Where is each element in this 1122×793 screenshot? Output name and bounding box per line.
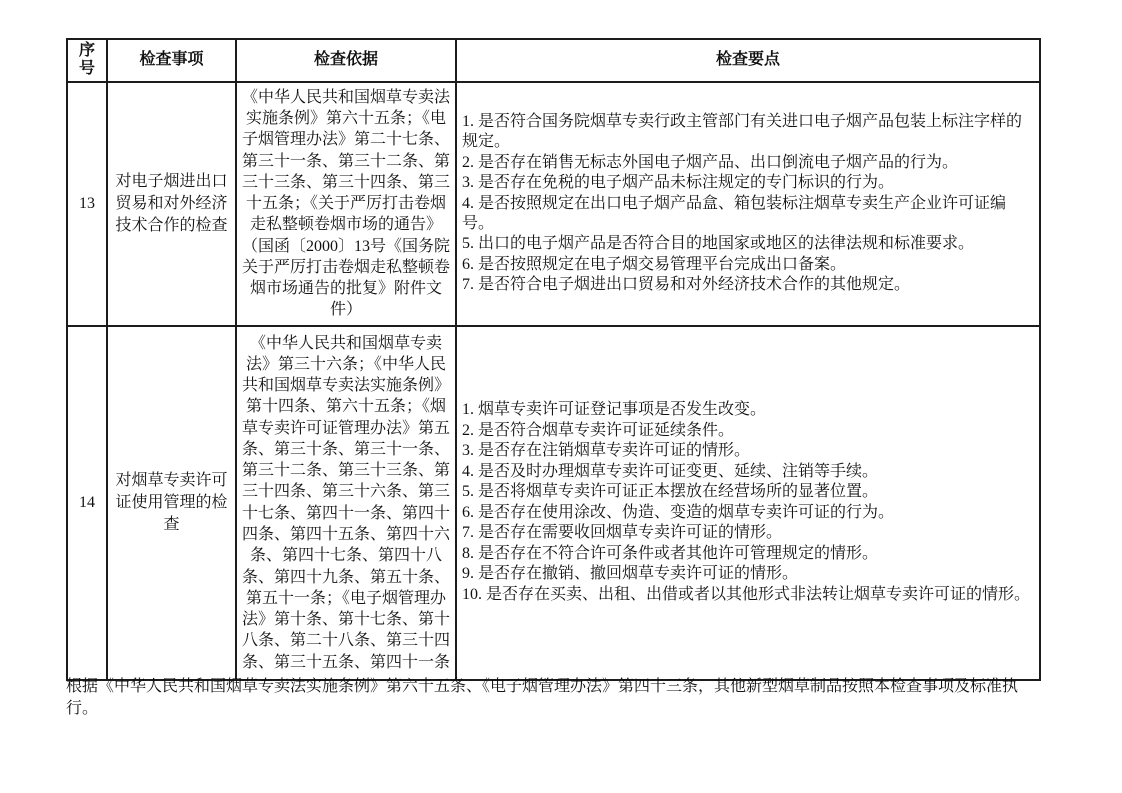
check-point-line: 5. 是否将烟草专卖许可证正本摆放在经营场所的显著位置。 — [462, 483, 879, 501]
inspection-item: 对烟草专卖许可证使用管理的检查 — [107, 326, 236, 680]
col-header-basis: 检查依据 — [236, 39, 456, 82]
check-point-line: 3. 是否存在注销烟草专卖许可证的情形。 — [462, 442, 751, 460]
check-point-line: 3. 是否存在免税的电子烟产品未标注规定的专门标识的行为。 — [462, 174, 895, 192]
check-point-line: 2. 是否符合烟草专卖许可证延续条件。 — [462, 421, 735, 439]
check-point-line: 9. 是否存在撤销、撤回烟草专卖许可证的情形。 — [462, 565, 799, 583]
table-row — [67, 82, 1040, 326]
footnote: 根据《中华人民共和国烟草专卖法实施条例》第六十五条、《电子烟管理办法》第四十三条，其他新型烟草制品按照本检查事项及标准执行。 — [66, 678, 1019, 718]
table-header-row — [67, 39, 1040, 82]
row-number: 14 — [67, 326, 107, 680]
col-header-no: 序号 — [67, 39, 107, 82]
check-point-line: 10. 是否存在买卖、出租、出借或者以其他形式非法转让烟草专卖许可证的情形。 — [462, 585, 1031, 603]
check-point-line: 4. 是否按照规定在出口电子烟产品盒、箱包装标注烟草专卖生产企业许可证编号。 — [462, 194, 1007, 232]
check-point-line: 2. 是否存在销售无标志外国电子烟产品、出口倒流电子烟产品的行为。 — [462, 153, 959, 171]
check-point-line: 6. 是否存在使用涂改、伪造、变造的烟草专卖许可证的行为。 — [462, 503, 895, 521]
check-point-line: 1. 烟草专卖许可证登记事项是否发生改变。 — [462, 401, 767, 419]
table-row — [67, 326, 1040, 680]
col-header-points: 检查要点 — [456, 39, 1040, 82]
inspection-item: 对电子烟进出口贸易和对外经济技术合作的检查 — [107, 82, 236, 326]
check-point-line: 5. 出口的电子烟产品是否符合目的地国家或地区的法律法规和标准要求。 — [462, 235, 975, 253]
inspection-table — [66, 38, 1041, 681]
inspection-points — [456, 326, 1040, 680]
check-point-line: 7. 是否存在需要收回烟草专卖许可证的情形。 — [462, 524, 783, 542]
inspection-basis: 《中华人民共和国烟草专卖法实施条例》第六十五条；《电子烟管理办法》第二十七条、第三十一条、第三十二条、第三十三条、第三十四条、第三十五条；《关于严厉打击卷烟走私整顿卷烟市场的通告》（国函〔2000〕13号《国务院关于严厉打击卷烟走私整顿卷烟市场通告的批复》附件文件） — [236, 82, 456, 326]
check-point-line: 1. 是否符合国务院烟草专卖行政主管部门有关进口电子烟产品包装上标注字样的规定。 — [462, 112, 1023, 151]
check-point-line: 7. 是否符合电子烟进出口贸易和对外经济技术合作的其他规定。 — [462, 276, 911, 294]
check-point-line: 6. 是否按照规定在电子烟交易管理平台完成出口备案。 — [462, 255, 847, 273]
check-point-line: 4. 是否及时办理烟草专卖许可证变更、延续、注销等手续。 — [462, 462, 879, 480]
col-header-item: 检查事项 — [107, 39, 236, 82]
inspection-points — [456, 82, 1040, 326]
check-point-line: 8. 是否存在不符合许可条件或者其他许可管理规定的情形。 — [462, 544, 879, 562]
row-number: 13 — [67, 82, 107, 326]
inspection-basis: 《中华人民共和国烟草专卖法》第三十六条；《中华人民共和国烟草专卖法实施条例》第十四条、第六十五条；《烟草专卖许可证管理办法》第五条、第三十条、第三十一条、第三十二条、第三十三条、第三十四条、第三十六条、第三十七条、第四十一条、第四十四条、第四十五条、第四十六条、第四十七条、第四十八条、第四十九条、第五十条、第五十一条；《电子烟管理办法》第十条、第十七条、第十八条、第二十八条、第三十四条、第三十五条、第四十一条 — [236, 326, 456, 680]
